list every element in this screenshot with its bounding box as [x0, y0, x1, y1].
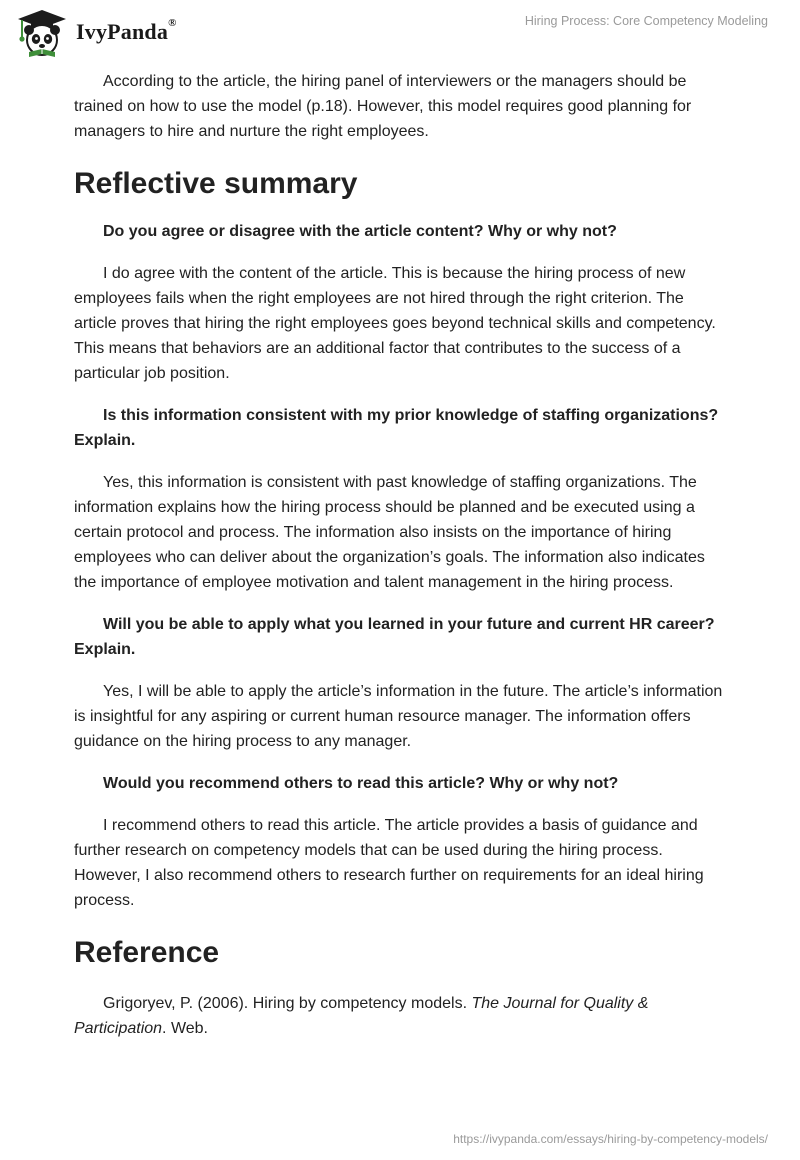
reference-journal: The Journal for Quality & Participation: [74, 995, 649, 1037]
intro-paragraph: According to the article, the hiring panel of interviewers or the managers should be trained on how to use the model (p.18). However, this model requires good planning for managers to hire and nurture the right employees.: [74, 73, 692, 140]
panda-graduate-icon: [14, 8, 70, 58]
question-4: Would you recommend others to read this article? Why or why not?: [103, 775, 619, 792]
answer-3: Yes, I will be able to apply the article’s information in the future. The article’s information is insightful for any aspiring or current human resource manager. The information offers guidance on the hiring process to any manager.: [74, 683, 723, 750]
reference-heading: Reference: [74, 936, 220, 969]
footer-url-link[interactable]: https://ivypanda.com/essays/hiring-by-competency-models/: [453, 1132, 768, 1146]
reference-authors: Grigoryev, P. (2006). Hiring by competency models.: [103, 995, 472, 1012]
page-header: [0, 0, 800, 66]
registered-mark: ®: [168, 17, 177, 29]
answer-2: Yes, this information is consistent with past knowledge of staffing organizations. The information explains how the hiring process should be planned and be executed using a certain protocol and process. The information also insists on the importance of hiring employees who can deliver about the organization’s goals. The information also indicates the importance of employee motivation and talent management in the hiring process.: [74, 474, 705, 591]
answer-4: I recommend others to read this article. The article provides a basis of guidance and further research on competency models that can be used during the hiring process. However, I also recommend others to research further on requirements for an ideal hiring process.: [74, 817, 704, 909]
question-3: Will you be able to apply what you learned in your future and current HR career? Explain.: [74, 616, 715, 658]
question-1: Do you agree or disagree with the article content? Why or why not?: [103, 223, 617, 240]
reference-suffix: . Web.: [162, 1020, 208, 1037]
question-2: Is this information consistent with my prior knowledge of staffing organizations? Explain.: [74, 407, 719, 449]
logo-text: IvyPanda: [76, 19, 169, 44]
logo-wordmark: [76, 19, 177, 45]
reflective-summary-heading: Reflective summary: [74, 167, 358, 200]
document-title: Hiring Process: Core Competency Modeling: [524, 14, 768, 28]
reference-entry: [74, 991, 730, 1041]
ivypanda-logo[interactable]: [14, 8, 204, 58]
essay-content: [74, 69, 730, 1041]
answer-1: I do agree with the content of the article. This is because the hiring process of new employees fails when the right employees are not hired through the right criterion. The article proves that hiring the right employees goes beyond technical skills and competency. This means that behaviors are an additional factor that contributes to the success of a particular job position.: [74, 265, 716, 382]
